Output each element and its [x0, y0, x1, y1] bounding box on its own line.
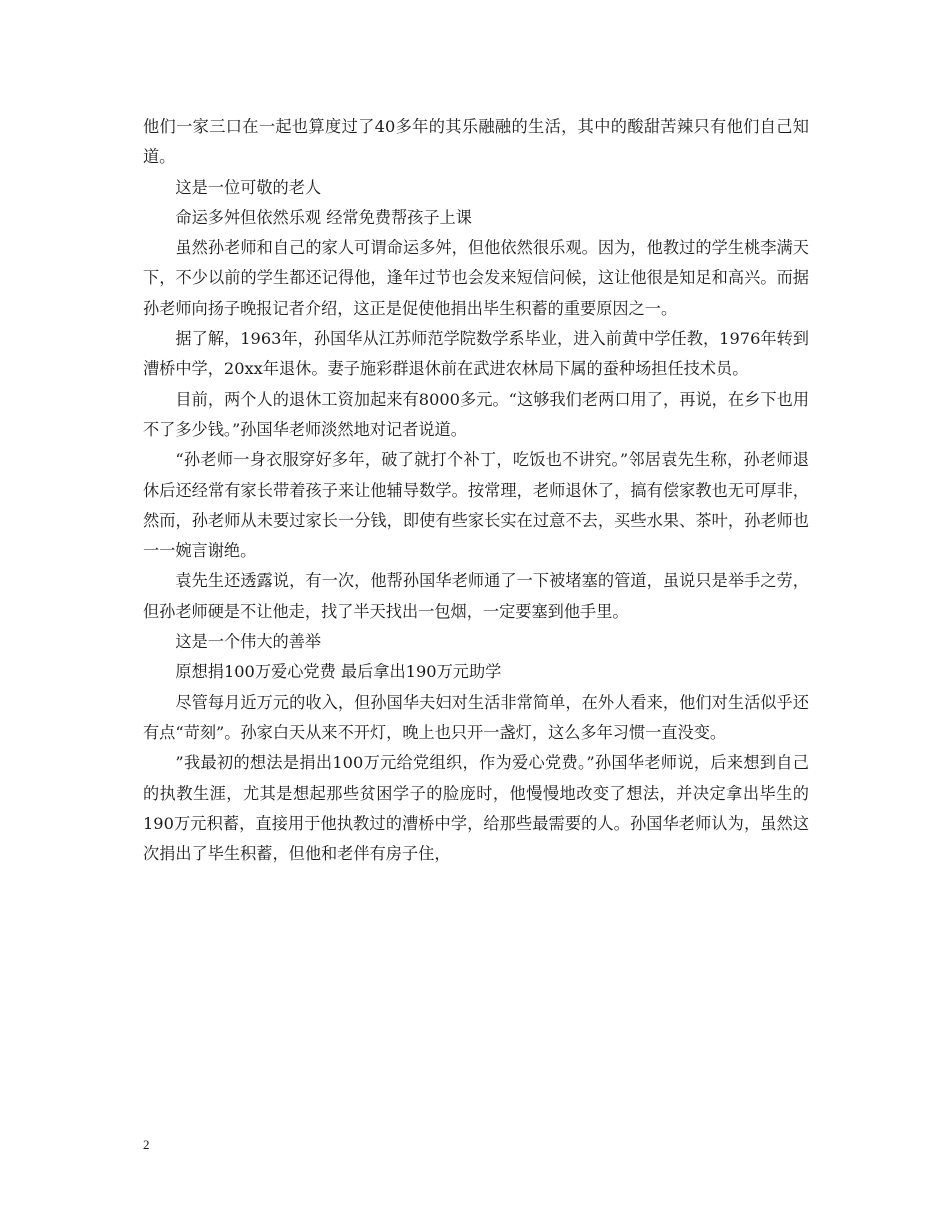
paragraph: 袁先生还透露说，有一次，他帮孙国华老师通了一下被堵塞的管道，虽说只是举手之劳，但孙老师硬是不让他走，找了半天找出一包烟，一定要塞到他手里。: [143, 571, 809, 621]
paragraph: 虽然孙老师和自己的家人可谓命运多舛，但他依然很乐观。因为，他教过的学生桃李满天下，不少以前的学生都还记得他，逢年过节也会发来短信问候，这让他很是知足和高兴。而据孙老师向扬子晚报记者介绍，这正是促使他捐出毕生积蓄的重要原因之一。: [143, 238, 809, 318]
section-heading: 这是一位可敬的老人: [175, 177, 322, 197]
paragraph: 目前，两个人的退休工资加起来有8000多元。“这够我们老两口用了，再说，在乡下也用不了多少钱。”孙国华老师淡然地对记者说道。: [143, 389, 809, 439]
paragraph: “孙老师一身衣服穿好多年，破了就打个补丁，吃饭也不讲究。”邻居袁先生称，孙老师退休后还经常有家长带着孩子来让他辅导数学。按常理，老师退休了，搞有偿家教也无可厚非，然而，孙老师从未要过家长一分钱，即使有些家长实在过意不去，买些水果、茶叶，孙老师也一一婉言谢绝。: [143, 450, 809, 561]
paragraph: 尽管每月近万元的收入，但孙国华夫妇对生活非常简单，在外人看来，他们对生活似乎还有点“苛刻”。孙家白天从来不开灯，晚上也只开一盏灯，这么多年习惯一直没变。: [143, 692, 809, 742]
paragraph: 据了解，1963年，孙国华从江苏师范学院数学系毕业，进入前黄中学任教，1976年转到漕桥中学，20xx年退休。妻子施彩群退休前在武进农林局下属的蚕种场担任技术员。: [143, 329, 809, 379]
paragraph: 他们一家三口在一起也算度过了40多年的其乐融融的生活，其中的酸甜苦辣只有他们自己知道。: [143, 117, 809, 167]
paragraph: ”我最初的想法是捐出100万元给党组织，作为爱心党费。”孙国华老师说，后来想到自己的执教生涯，尤其是想起那些贫困学子的脸庞时，他慢慢地改变了想法，并决定拿出毕生的190万元积蓄，直接用于他执教过的漕桥中学，给那些最需要的人。孙国华老师认为，虽然这次捐出了毕生积蓄，但他和老伴有房子住，: [143, 753, 809, 864]
section-subheading: 原想捐100万爱心党费 最后拿出190万元助学: [175, 662, 502, 682]
document-body: [143, 112, 809, 869]
page-number: 2: [143, 1137, 150, 1152]
section-subheading: 命运多舛但依然乐观 经常免费帮孩子上课: [175, 207, 472, 227]
section-heading: 这是一个伟大的善举: [175, 632, 322, 652]
